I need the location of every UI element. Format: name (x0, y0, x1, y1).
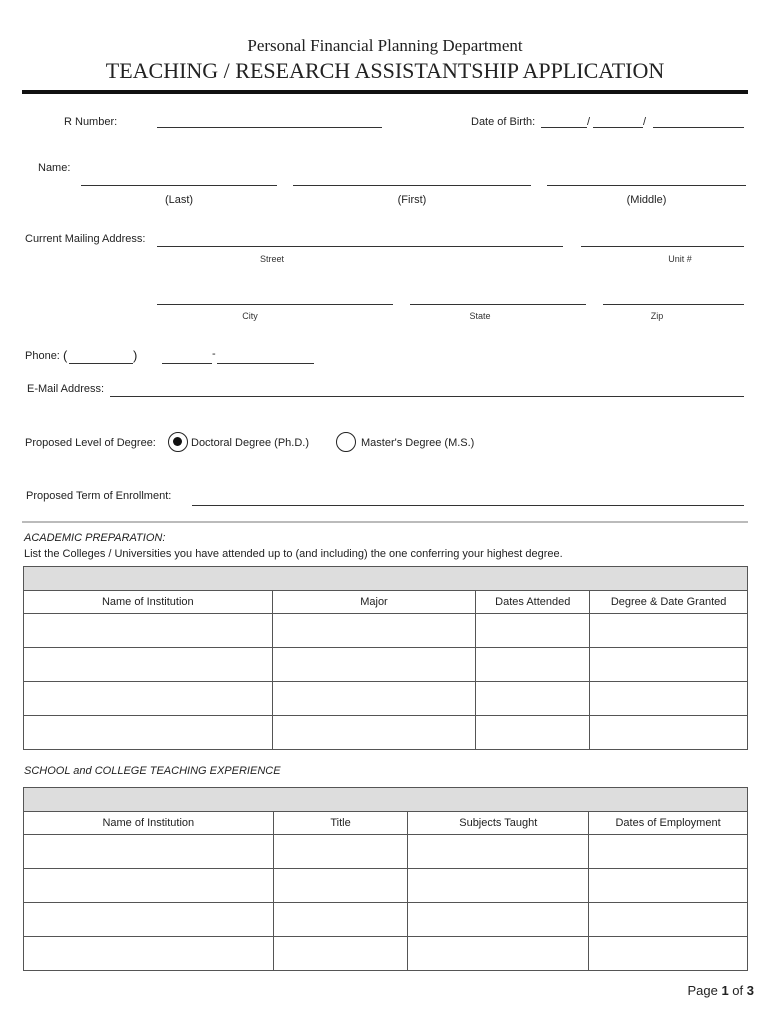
radio-selected-dot (173, 437, 182, 446)
phone-label: Phone: (25, 350, 60, 362)
column-header: Dates of Employment (589, 812, 748, 835)
table-row (24, 682, 748, 716)
name-label: Name: (38, 162, 71, 174)
table-row (24, 648, 748, 682)
unit-caption: Unit # (668, 254, 692, 264)
table-cell[interactable] (272, 614, 476, 648)
department-name: Personal Financial Planning Department (247, 36, 523, 55)
table-cell[interactable] (272, 648, 476, 682)
page-word: Page (687, 983, 718, 998)
academic-instructions: List the Colleges / Universities you have attended up to (and including) the one conferring your highest degree. (24, 548, 563, 560)
table-row (24, 869, 748, 903)
table-cell[interactable] (24, 937, 274, 971)
r-number-label: R Number: (64, 116, 118, 128)
table-cell[interactable] (408, 937, 589, 971)
table-cell[interactable] (589, 937, 748, 971)
table-cell[interactable] (408, 835, 589, 869)
dob-separator: / (587, 116, 591, 128)
street-caption: Street (259, 254, 284, 264)
table-cell[interactable] (476, 682, 590, 716)
column-header: Name of Institution (24, 812, 274, 835)
email-field[interactable] (110, 396, 744, 397)
unit-field[interactable] (581, 246, 744, 247)
section-divider (22, 521, 748, 523)
doctoral-radio[interactable] (168, 432, 188, 452)
phone-area-code-field[interactable] (69, 363, 133, 364)
table-cell[interactable] (273, 903, 408, 937)
page-number: 1 (721, 983, 729, 998)
dob-day-field[interactable] (593, 127, 643, 128)
column-header: Degree & Date Granted (590, 591, 748, 614)
dob-month-field[interactable] (541, 127, 587, 128)
teaching-section-title: SCHOOL and COLLEGE TEACHING EXPERIENCE (24, 765, 281, 777)
state-field[interactable] (410, 304, 586, 305)
city-field[interactable] (157, 304, 393, 305)
of-word: of (732, 983, 744, 998)
phone-paren-close: ) (133, 348, 138, 363)
r-number-field[interactable] (157, 127, 382, 128)
form-title: TEACHING / RESEARCH ASSISTANTSHIP APPLICATION (105, 58, 665, 83)
table-row (24, 937, 748, 971)
state-caption: State (469, 311, 491, 321)
header-rule (22, 90, 748, 94)
table-cell[interactable] (24, 682, 273, 716)
table-band (24, 788, 748, 812)
table-cell[interactable] (24, 648, 273, 682)
table-cell[interactable] (24, 716, 273, 750)
email-label: E-Mail Address: (27, 383, 105, 395)
column-header: Dates Attended (476, 591, 590, 614)
column-header: Subjects Taught (408, 812, 589, 835)
table-row (24, 716, 748, 750)
table-cell[interactable] (272, 682, 476, 716)
table-cell[interactable] (273, 835, 408, 869)
table-cell[interactable] (408, 869, 589, 903)
middle-name-field[interactable] (547, 185, 746, 186)
phone-line-field[interactable] (217, 363, 314, 364)
address-label: Current Mailing Address: (25, 233, 146, 245)
zip-caption: Zip (650, 311, 664, 321)
table-cell[interactable] (476, 648, 590, 682)
doctoral-option-label: Doctoral Degree (Ph.D.) (191, 437, 309, 449)
table-row (24, 903, 748, 937)
table-cell[interactable] (590, 716, 748, 750)
table-cell[interactable] (273, 937, 408, 971)
city-caption: City (242, 311, 258, 321)
term-label: Proposed Term of Enrollment: (26, 490, 172, 502)
table-cell[interactable] (24, 614, 273, 648)
phone-paren-open: ( (63, 348, 68, 363)
page-indicator (687, 983, 754, 998)
table-cell[interactable] (590, 614, 748, 648)
table-cell[interactable] (476, 614, 590, 648)
column-header: Major (272, 591, 476, 614)
table-row (24, 614, 748, 648)
last-name-caption: (Last) (164, 194, 194, 206)
table-cell[interactable] (24, 869, 274, 903)
first-name-caption: (First) (397, 194, 427, 206)
table-cell[interactable] (590, 682, 748, 716)
table-cell[interactable] (273, 869, 408, 903)
dob-label: Date of Birth: (471, 116, 536, 128)
last-name-field[interactable] (81, 185, 277, 186)
table-cell[interactable] (272, 716, 476, 750)
page-total: 3 (746, 983, 754, 998)
table-cell[interactable] (589, 835, 748, 869)
phone-prefix-field[interactable] (162, 363, 212, 364)
table-cell[interactable] (589, 903, 748, 937)
degree-label: Proposed Level of Degree: (25, 437, 156, 449)
street-field[interactable] (157, 246, 563, 247)
teaching-table (23, 787, 748, 971)
phone-dash: - (212, 348, 216, 360)
masters-radio[interactable] (336, 432, 356, 452)
table-row (24, 835, 748, 869)
academic-table (23, 566, 748, 750)
table-cell[interactable] (590, 648, 748, 682)
zip-field[interactable] (603, 304, 744, 305)
table-cell[interactable] (24, 835, 274, 869)
masters-option-label: Master's Degree (M.S.) (361, 437, 475, 449)
table-cell[interactable] (408, 903, 589, 937)
column-header: Title (273, 812, 408, 835)
first-name-field[interactable] (293, 185, 531, 186)
middle-name-caption: (Middle) (626, 194, 667, 206)
table-cell[interactable] (24, 903, 274, 937)
table-cell[interactable] (476, 716, 590, 750)
column-header: Name of Institution (24, 591, 273, 614)
academic-section-title: ACADEMIC PREPARATION: (24, 532, 166, 544)
dob-year-field[interactable] (653, 127, 744, 128)
term-field[interactable] (192, 505, 744, 506)
table-band (24, 567, 748, 591)
table-cell[interactable] (589, 869, 748, 903)
dob-separator: / (643, 116, 647, 128)
